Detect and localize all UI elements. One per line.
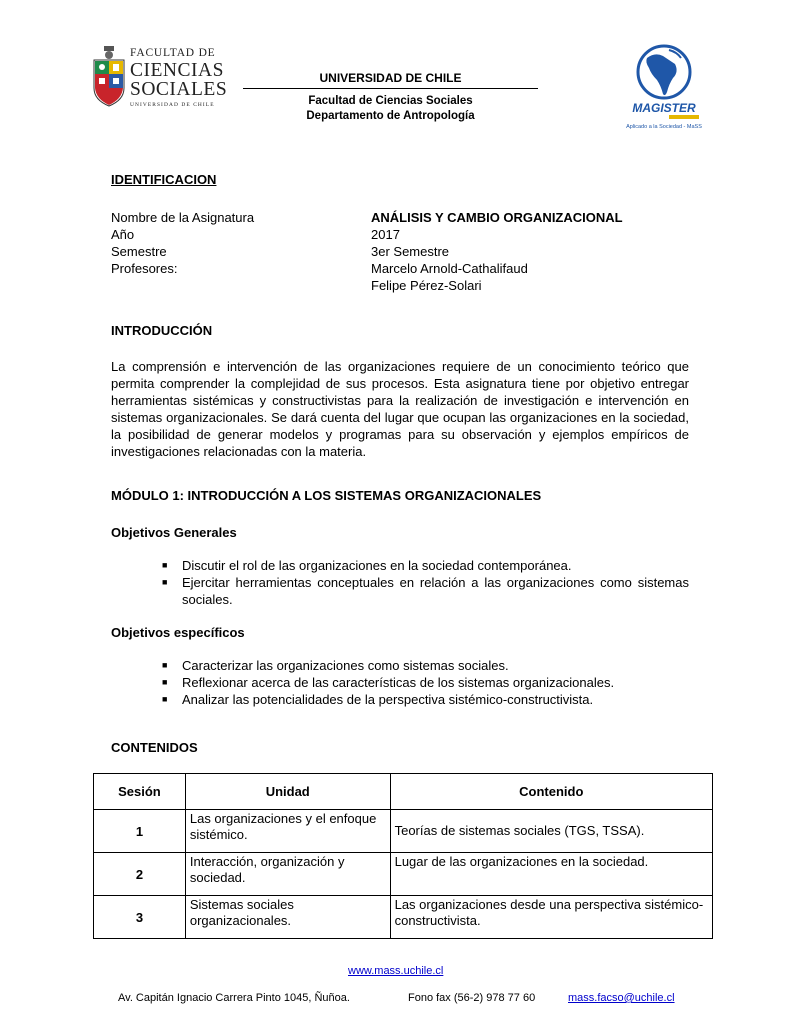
magister-logo — [625, 42, 703, 132]
value-anio: 2017 — [371, 227, 400, 242]
column-header-unidad: Unidad — [185, 774, 390, 810]
list-item: ■ Reflexionar acerca de las características de los sistemas organizacionales. — [162, 675, 615, 690]
table-header-row — [94, 774, 713, 810]
magister-word: MAGISTER — [632, 101, 696, 115]
list-item: ■ Discutir el rol de las organizaciones en la sociedad contemporánea. — [162, 558, 572, 573]
footer-phone: Fono fax (56-2) 978 77 60 — [408, 992, 536, 1004]
list-item: ■ Analizar las potencialidades de la perspectiva sistémico-constructivista. — [162, 692, 594, 707]
label-profesores: Profesores: — [111, 261, 178, 276]
list-item: ■ Ejercitar herramientas conceptuales en relación a las organizaciones como sistemas sociales. — [162, 575, 689, 607]
bullet-icon: ■ — [162, 677, 168, 687]
magister-tagline: Aplicado a la Sociedad - MaSS — [626, 124, 702, 130]
logo-line-sociales: SOCIALES — [130, 79, 228, 100]
contenidos-table — [93, 773, 713, 939]
value-profesor-2: Felipe Pérez-Solari — [371, 278, 482, 293]
bullet-icon: ■ — [162, 694, 168, 704]
footer-website-link[interactable]: www.mass.uchile.cl — [348, 965, 444, 977]
value-asignatura: ANÁLISIS Y CAMBIO ORGANIZACIONAL — [371, 210, 623, 225]
label-semestre: Semestre — [111, 244, 167, 259]
cell-contenido: Lugar de las organizaciones en la sociedad. — [390, 853, 712, 896]
logo-line-ciencias: CIENCIAS — [130, 59, 224, 81]
objetivos-generales-list — [162, 557, 689, 608]
logo-line-universidad: UNIVERSIDAD DE CHILE — [130, 101, 215, 108]
objetivos-generales-heading: Objetivos Generales — [111, 525, 237, 540]
cell-sesion: 2 — [94, 853, 186, 896]
bullet-icon: ■ — [162, 560, 168, 570]
contenidos-heading: CONTENIDOS — [111, 740, 198, 755]
bullet-icon: ■ — [162, 660, 168, 670]
facultad-shield-icon — [92, 44, 126, 108]
column-header-sesion: Sesión — [94, 774, 186, 810]
cell-contenido: Teorías de sistemas sociales (TGS, TSSA). — [390, 810, 712, 853]
footer-email-link[interactable]: mass.facso@uchile.cl — [568, 992, 675, 1004]
cell-unidad: Las organizaciones y el enfoque sistémico. — [185, 810, 390, 853]
cell-unidad: Interacción, organización y sociedad. — [185, 853, 390, 896]
identificacion-labels — [111, 209, 254, 277]
introduccion-heading: INTRODUCCIÓN — [111, 323, 213, 338]
value-semestre: 3er Semestre — [371, 244, 450, 259]
objetivos-especificos-list — [162, 657, 689, 708]
list-item: ■ Caracterizar las organizaciones como sistemas sociales. — [162, 658, 509, 673]
introduccion-paragraph: La comprensión e intervención de las organizaciones requiere de un conocimiento teórico que permita comprender la complejidad de sus procesos. Esta asignatura tiene por objetivo entregar herramientas sistémicas y constructivistas para la realización de investigación e intervención en sistemas organizacionales. Se dará cuenta del lugar que ocupan las organizaciones en la sociedad, la posibilidad de generar modelos y programas para su observación y ejemplos empíricos de investigaciones relacionadas con la materia. — [111, 359, 689, 459]
table-row — [94, 896, 713, 939]
modulo1-heading: MÓDULO 1: INTRODUCCIÓN A LOS SISTEMAS ORGANIZACIONALES — [111, 488, 542, 503]
university-title: UNIVERSIDAD DE CHILE — [319, 71, 462, 85]
value-profesor-1: Marcelo Arnold-Cathalifaud — [371, 261, 528, 276]
magister-globe-icon — [625, 42, 703, 132]
facultad-logo — [92, 44, 227, 108]
table-row — [94, 853, 713, 896]
cell-sesion: 1 — [94, 810, 186, 853]
faculty-block — [243, 94, 538, 124]
cell-sesion: 3 — [94, 896, 186, 939]
column-header-contenido: Contenido — [390, 774, 712, 810]
identificacion-heading: IDENTIFICACION — [111, 172, 217, 187]
table-row — [94, 810, 713, 853]
footer-address: Av. Capitán Ignacio Carrera Pinto 1045, Ñuñoa. — [118, 992, 350, 1004]
label-asignatura: Nombre de la Asignatura — [111, 210, 255, 225]
cell-contenido: Las organizaciones desde una perspectiva sistémico-constructivista. — [390, 896, 712, 939]
department-name: Departamento de Antropología — [306, 110, 475, 122]
logo-line-facultad: FACULTAD DE — [130, 47, 216, 59]
header-divider — [243, 88, 538, 89]
cell-unidad: Sistemas sociales organizacionales. — [185, 896, 390, 939]
faculty-name: Facultad de Ciencias Sociales — [308, 95, 473, 107]
bullet-icon: ■ — [162, 577, 168, 587]
objetivos-especificos-heading: Objetivos específicos — [111, 625, 245, 640]
identificacion-values — [371, 209, 623, 294]
label-anio: Año — [111, 227, 135, 242]
